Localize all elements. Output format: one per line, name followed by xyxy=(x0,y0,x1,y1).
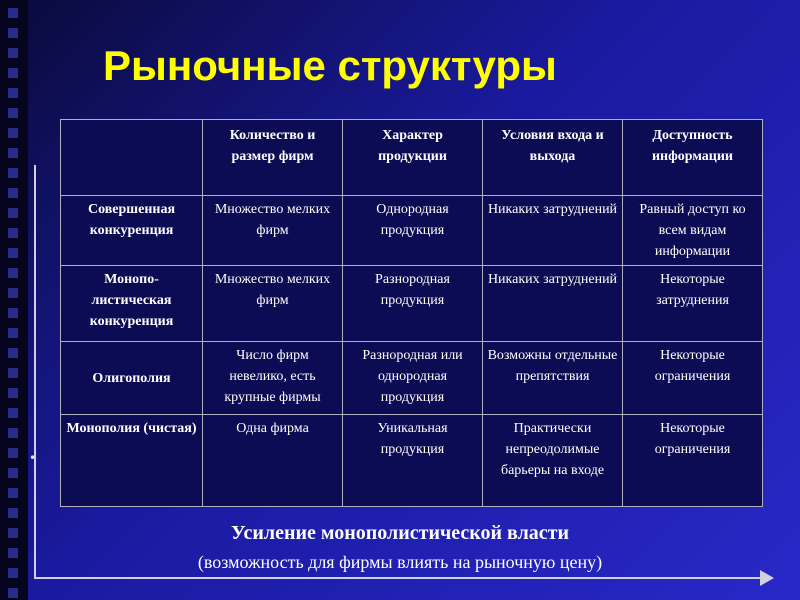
horizontal-axis-line xyxy=(34,577,764,579)
sprocket-hole xyxy=(8,128,18,138)
sprocket-hole xyxy=(8,108,18,118)
sprocket-hole xyxy=(8,68,18,78)
table-cell: Одна фирма xyxy=(203,415,343,507)
sprocket-hole xyxy=(8,348,18,358)
axis-marker-icon: • xyxy=(29,451,37,465)
table-cell: Практически непреодолимые барьеры на входе xyxy=(483,415,623,507)
header-cell-product: Характер продукции xyxy=(343,120,483,196)
sprocket-hole xyxy=(8,28,18,38)
table-cell: Возможны отдельные препятствия xyxy=(483,342,623,415)
table-row xyxy=(61,415,763,507)
table-header-row xyxy=(61,120,763,196)
table-cell: Множество мелких фирм xyxy=(203,196,343,266)
table-row xyxy=(61,342,763,415)
table-cell: Однородная продукция xyxy=(343,196,483,266)
table-cell: Разнородная или однородная продукция xyxy=(343,342,483,415)
header-cell-information: Доступность информации xyxy=(623,120,763,196)
sprocket-hole xyxy=(8,228,18,238)
table-cell: Равный доступ ко всем видам информации xyxy=(623,196,763,266)
sprocket-hole xyxy=(8,428,18,438)
header-cell-firms: Количество и размер фирм xyxy=(203,120,343,196)
table-cell: Разнородная продукция xyxy=(343,266,483,342)
sprocket-hole xyxy=(8,148,18,158)
row-header: Монопо-листическая конкуренция xyxy=(61,266,203,342)
sprocket-hole xyxy=(8,168,18,178)
sprocket-hole xyxy=(8,328,18,338)
sprocket-hole xyxy=(8,188,18,198)
sprocket-hole xyxy=(8,288,18,298)
table-row xyxy=(61,196,763,266)
footer-heading: Усиление монополистической власти xyxy=(230,522,570,544)
table-cell: Некоторые ограничения xyxy=(623,342,763,415)
table-cell: Уникальная продукция xyxy=(343,415,483,507)
market-structures-table xyxy=(60,119,763,507)
sprocket-hole xyxy=(8,248,18,258)
sprocket-hole xyxy=(8,48,18,58)
sprocket-hole xyxy=(8,488,18,498)
sprocket-hole xyxy=(8,408,18,418)
sprocket-hole xyxy=(8,268,18,278)
table-cell: Некоторые ограничения xyxy=(623,415,763,507)
header-cell-empty xyxy=(61,120,203,196)
table-row xyxy=(61,266,763,342)
header-cell-entry: Условия входа и выхода xyxy=(483,120,623,196)
row-header: Олигополия xyxy=(61,342,203,415)
slide-title: Рыночные структуры xyxy=(103,42,557,89)
film-strip-decoration xyxy=(0,0,28,600)
sprocket-hole xyxy=(8,468,18,478)
sprocket-hole xyxy=(8,308,18,318)
sprocket-hole xyxy=(8,508,18,518)
row-header: Монополия (чистая) xyxy=(61,415,203,507)
vertical-axis-line xyxy=(34,165,36,577)
sprocket-hole xyxy=(8,588,18,598)
table-cell: Множество мелких фирм xyxy=(203,266,343,342)
table-cell: Никаких затруднений xyxy=(483,196,623,266)
table-cell: Никаких затруднений xyxy=(483,266,623,342)
sprocket-hole xyxy=(8,88,18,98)
row-header: Совершенная конкуренция xyxy=(61,196,203,266)
sprocket-hole xyxy=(8,368,18,378)
sprocket-hole xyxy=(8,388,18,398)
table-cell: Число фирм невелико, есть крупные фирмы xyxy=(203,342,343,415)
sprocket-hole xyxy=(8,448,18,458)
sprocket-hole xyxy=(8,208,18,218)
table-cell: Некоторые затруднения xyxy=(623,266,763,342)
sprocket-hole xyxy=(8,8,18,18)
footer-subtitle: (возможность для фирмы влиять на рыночную цену) xyxy=(197,552,603,572)
